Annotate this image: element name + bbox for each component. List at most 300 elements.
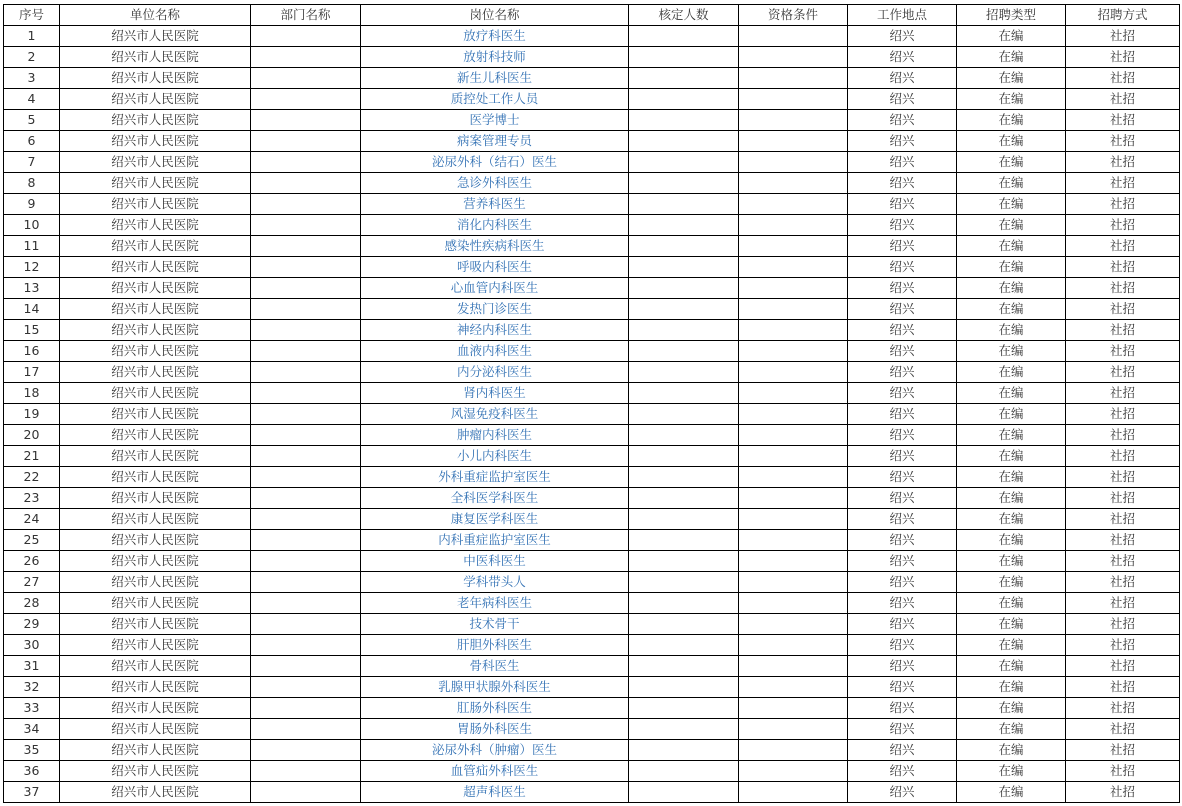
position-link[interactable]: 技术骨干: [361, 614, 629, 635]
header-qualifications: 资格条件: [739, 5, 848, 26]
department-cell: [251, 383, 361, 404]
table-row: [4, 26, 1180, 47]
department-cell: [251, 719, 361, 740]
approved-count-cell: [629, 47, 739, 68]
qualifications-cell: [739, 572, 848, 593]
table-header-row: [4, 5, 1180, 26]
table-row: [4, 782, 1180, 803]
department-cell: [251, 446, 361, 467]
department-cell: [251, 425, 361, 446]
serial-cell: 25: [4, 530, 60, 551]
recruit-method-cell: 社招: [1066, 26, 1180, 47]
department-cell: [251, 782, 361, 803]
qualifications-cell: [739, 383, 848, 404]
recruit-method-cell: 社招: [1066, 656, 1180, 677]
unit-name-cell: 绍兴市人民医院: [60, 173, 251, 194]
recruit-type-cell: 在编: [957, 740, 1066, 761]
unit-name-cell: 绍兴市人民医院: [60, 446, 251, 467]
table-row: [4, 761, 1180, 782]
department-cell: [251, 131, 361, 152]
position-link[interactable]: 心血管内科医生: [361, 278, 629, 299]
unit-name-cell: 绍兴市人民医院: [60, 131, 251, 152]
work-location-cell: 绍兴: [848, 194, 957, 215]
approved-count-cell: [629, 698, 739, 719]
qualifications-cell: [739, 362, 848, 383]
recruit-method-cell: 社招: [1066, 425, 1180, 446]
unit-name-cell: 绍兴市人民医院: [60, 509, 251, 530]
recruit-method-cell: 社招: [1066, 782, 1180, 803]
approved-count-cell: [629, 572, 739, 593]
recruit-type-cell: 在编: [957, 488, 1066, 509]
unit-name-cell: 绍兴市人民医院: [60, 299, 251, 320]
work-location-cell: 绍兴: [848, 698, 957, 719]
recruit-type-cell: 在编: [957, 446, 1066, 467]
department-cell: [251, 194, 361, 215]
position-link[interactable]: 老年病科医生: [361, 593, 629, 614]
serial-cell: 6: [4, 131, 60, 152]
serial-cell: 30: [4, 635, 60, 656]
table-row: [4, 89, 1180, 110]
unit-name-cell: 绍兴市人民医院: [60, 257, 251, 278]
recruit-method-cell: 社招: [1066, 131, 1180, 152]
table-row: [4, 341, 1180, 362]
table-row: [4, 68, 1180, 89]
table-row: [4, 740, 1180, 761]
work-location-cell: 绍兴: [848, 593, 957, 614]
department-cell: [251, 47, 361, 68]
work-location-cell: 绍兴: [848, 341, 957, 362]
position-link[interactable]: 内分泌科医生: [361, 362, 629, 383]
position-link[interactable]: 血液内科医生: [361, 341, 629, 362]
work-location-cell: 绍兴: [848, 446, 957, 467]
position-link[interactable]: 超声科医生: [361, 782, 629, 803]
position-link[interactable]: 放射科技师: [361, 47, 629, 68]
recruit-type-cell: 在编: [957, 467, 1066, 488]
recruit-type-cell: 在编: [957, 782, 1066, 803]
approved-count-cell: [629, 383, 739, 404]
serial-cell: 12: [4, 257, 60, 278]
work-location-cell: 绍兴: [848, 152, 957, 173]
qualifications-cell: [739, 593, 848, 614]
work-location-cell: 绍兴: [848, 551, 957, 572]
table-row: [4, 467, 1180, 488]
table-row: [4, 131, 1180, 152]
department-cell: [251, 530, 361, 551]
serial-cell: 28: [4, 593, 60, 614]
approved-count-cell: [629, 782, 739, 803]
position-link[interactable]: 神经内科医生: [361, 320, 629, 341]
header-position-name: 岗位名称: [361, 5, 629, 26]
work-location-cell: 绍兴: [848, 740, 957, 761]
department-cell: [251, 26, 361, 47]
recruit-type-cell: 在编: [957, 320, 1066, 341]
serial-cell: 24: [4, 509, 60, 530]
serial-cell: 26: [4, 551, 60, 572]
table-row: [4, 383, 1180, 404]
qualifications-cell: [739, 677, 848, 698]
recruit-type-cell: 在编: [957, 425, 1066, 446]
recruitment-table: [3, 4, 1180, 803]
qualifications-cell: [739, 635, 848, 656]
qualifications-cell: [739, 740, 848, 761]
position-link[interactable]: 质控处工作人员: [361, 89, 629, 110]
recruit-method-cell: 社招: [1066, 551, 1180, 572]
approved-count-cell: [629, 425, 739, 446]
unit-name-cell: 绍兴市人民医院: [60, 383, 251, 404]
recruit-method-cell: 社招: [1066, 299, 1180, 320]
table-row: [4, 530, 1180, 551]
unit-name-cell: 绍兴市人民医院: [60, 404, 251, 425]
position-link[interactable]: 血管疝外科医生: [361, 761, 629, 782]
department-cell: [251, 404, 361, 425]
work-location-cell: 绍兴: [848, 761, 957, 782]
recruit-type-cell: 在编: [957, 530, 1066, 551]
unit-name-cell: 绍兴市人民医院: [60, 761, 251, 782]
position-link[interactable]: 外科重症监护室医生: [361, 467, 629, 488]
approved-count-cell: [629, 593, 739, 614]
position-link[interactable]: 学科带头人: [361, 572, 629, 593]
approved-count-cell: [629, 614, 739, 635]
department-cell: [251, 593, 361, 614]
qualifications-cell: [739, 68, 848, 89]
serial-cell: 21: [4, 446, 60, 467]
position-link[interactable]: 消化内科医生: [361, 215, 629, 236]
serial-cell: 4: [4, 89, 60, 110]
recruit-method-cell: 社招: [1066, 341, 1180, 362]
table-row: [4, 635, 1180, 656]
serial-cell: 31: [4, 656, 60, 677]
serial-cell: 10: [4, 215, 60, 236]
recruit-method-cell: 社招: [1066, 68, 1180, 89]
approved-count-cell: [629, 26, 739, 47]
department-cell: [251, 341, 361, 362]
serial-cell: 16: [4, 341, 60, 362]
approved-count-cell: [629, 173, 739, 194]
recruit-type-cell: 在编: [957, 404, 1066, 425]
unit-name-cell: 绍兴市人民医院: [60, 467, 251, 488]
department-cell: [251, 152, 361, 173]
department-cell: [251, 509, 361, 530]
approved-count-cell: [629, 509, 739, 530]
approved-count-cell: [629, 404, 739, 425]
table-row: [4, 236, 1180, 257]
qualifications-cell: [739, 446, 848, 467]
serial-cell: 29: [4, 614, 60, 635]
approved-count-cell: [629, 152, 739, 173]
approved-count-cell: [629, 635, 739, 656]
work-location-cell: 绍兴: [848, 299, 957, 320]
unit-name-cell: 绍兴市人民医院: [60, 740, 251, 761]
work-location-cell: 绍兴: [848, 26, 957, 47]
qualifications-cell: [739, 719, 848, 740]
work-location-cell: 绍兴: [848, 572, 957, 593]
position-link[interactable]: 泌尿外科（肿瘤）医生: [361, 740, 629, 761]
work-location-cell: 绍兴: [848, 89, 957, 110]
position-link[interactable]: 急诊外科医生: [361, 173, 629, 194]
position-link[interactable]: 泌尿外科（结石）医生: [361, 152, 629, 173]
recruit-type-cell: 在编: [957, 89, 1066, 110]
position-link[interactable]: 风湿免疫科医生: [361, 404, 629, 425]
position-link[interactable]: 感染性疾病科医生: [361, 236, 629, 257]
unit-name-cell: 绍兴市人民医院: [60, 47, 251, 68]
unit-name-cell: 绍兴市人民医院: [60, 278, 251, 299]
recruit-type-cell: 在编: [957, 677, 1066, 698]
recruit-method-cell: 社招: [1066, 173, 1180, 194]
department-cell: [251, 257, 361, 278]
position-link[interactable]: 全科医学科医生: [361, 488, 629, 509]
position-link[interactable]: 乳腺甲状腺外科医生: [361, 677, 629, 698]
qualifications-cell: [739, 47, 848, 68]
recruit-type-cell: 在编: [957, 131, 1066, 152]
unit-name-cell: 绍兴市人民医院: [60, 110, 251, 131]
recruit-method-cell: 社招: [1066, 488, 1180, 509]
recruit-type-cell: 在编: [957, 110, 1066, 131]
unit-name-cell: 绍兴市人民医院: [60, 68, 251, 89]
header-serial: 序号: [4, 5, 60, 26]
serial-cell: 8: [4, 173, 60, 194]
qualifications-cell: [739, 782, 848, 803]
recruit-type-cell: 在编: [957, 26, 1066, 47]
recruit-method-cell: 社招: [1066, 467, 1180, 488]
qualifications-cell: [739, 467, 848, 488]
qualifications-cell: [739, 194, 848, 215]
department-cell: [251, 173, 361, 194]
work-location-cell: 绍兴: [848, 320, 957, 341]
position-link[interactable]: 放疗科医生: [361, 26, 629, 47]
department-cell: [251, 488, 361, 509]
serial-cell: 27: [4, 572, 60, 593]
qualifications-cell: [739, 509, 848, 530]
unit-name-cell: 绍兴市人民医院: [60, 614, 251, 635]
work-location-cell: 绍兴: [848, 257, 957, 278]
recruit-method-cell: 社招: [1066, 446, 1180, 467]
recruit-method-cell: 社招: [1066, 47, 1180, 68]
qualifications-cell: [739, 278, 848, 299]
recruit-method-cell: 社招: [1066, 194, 1180, 215]
recruit-type-cell: 在编: [957, 68, 1066, 89]
department-cell: [251, 362, 361, 383]
serial-cell: 22: [4, 467, 60, 488]
table-row: [4, 593, 1180, 614]
recruit-type-cell: 在编: [957, 572, 1066, 593]
recruit-method-cell: 社招: [1066, 614, 1180, 635]
recruit-method-cell: 社招: [1066, 698, 1180, 719]
recruit-method-cell: 社招: [1066, 635, 1180, 656]
work-location-cell: 绍兴: [848, 110, 957, 131]
serial-cell: 20: [4, 425, 60, 446]
qualifications-cell: [739, 614, 848, 635]
qualifications-cell: [739, 215, 848, 236]
department-cell: [251, 89, 361, 110]
unit-name-cell: 绍兴市人民医院: [60, 320, 251, 341]
department-cell: [251, 467, 361, 488]
recruit-type-cell: 在编: [957, 257, 1066, 278]
position-link[interactable]: 新生儿科医生: [361, 68, 629, 89]
recruit-method-cell: 社招: [1066, 152, 1180, 173]
unit-name-cell: 绍兴市人民医院: [60, 425, 251, 446]
approved-count-cell: [629, 530, 739, 551]
qualifications-cell: [739, 299, 848, 320]
position-link[interactable]: 医学博士: [361, 110, 629, 131]
work-location-cell: 绍兴: [848, 677, 957, 698]
serial-cell: 19: [4, 404, 60, 425]
approved-count-cell: [629, 215, 739, 236]
position-link[interactable]: 肾内科医生: [361, 383, 629, 404]
position-link[interactable]: 肿瘤内科医生: [361, 425, 629, 446]
work-location-cell: 绍兴: [848, 215, 957, 236]
recruit-type-cell: 在编: [957, 698, 1066, 719]
department-cell: [251, 278, 361, 299]
approved-count-cell: [629, 446, 739, 467]
work-location-cell: 绍兴: [848, 173, 957, 194]
qualifications-cell: [739, 236, 848, 257]
recruit-method-cell: 社招: [1066, 362, 1180, 383]
table-row: [4, 572, 1180, 593]
unit-name-cell: 绍兴市人民医院: [60, 26, 251, 47]
approved-count-cell: [629, 740, 739, 761]
recruit-method-cell: 社招: [1066, 719, 1180, 740]
recruit-method-cell: 社招: [1066, 530, 1180, 551]
approved-count-cell: [629, 278, 739, 299]
qualifications-cell: [739, 656, 848, 677]
approved-count-cell: [629, 299, 739, 320]
serial-cell: 17: [4, 362, 60, 383]
serial-cell: 36: [4, 761, 60, 782]
qualifications-cell: [739, 26, 848, 47]
approved-count-cell: [629, 194, 739, 215]
recruit-type-cell: 在编: [957, 719, 1066, 740]
header-unit-name: 单位名称: [60, 5, 251, 26]
approved-count-cell: [629, 362, 739, 383]
work-location-cell: 绍兴: [848, 782, 957, 803]
position-link[interactable]: 肛肠外科医生: [361, 698, 629, 719]
table-row: [4, 446, 1180, 467]
qualifications-cell: [739, 425, 848, 446]
recruit-method-cell: 社招: [1066, 320, 1180, 341]
work-location-cell: 绍兴: [848, 404, 957, 425]
unit-name-cell: 绍兴市人民医院: [60, 635, 251, 656]
department-cell: [251, 677, 361, 698]
qualifications-cell: [739, 404, 848, 425]
qualifications-cell: [739, 488, 848, 509]
recruit-type-cell: 在编: [957, 614, 1066, 635]
work-location-cell: 绍兴: [848, 530, 957, 551]
recruit-type-cell: 在编: [957, 152, 1066, 173]
table-row: [4, 656, 1180, 677]
unit-name-cell: 绍兴市人民医院: [60, 677, 251, 698]
department-cell: [251, 614, 361, 635]
department-cell: [251, 551, 361, 572]
approved-count-cell: [629, 467, 739, 488]
header-recruit-method: 招聘方式: [1066, 5, 1180, 26]
serial-cell: 35: [4, 740, 60, 761]
position-link[interactable]: 发热门诊医生: [361, 299, 629, 320]
recruit-type-cell: 在编: [957, 173, 1066, 194]
department-cell: [251, 320, 361, 341]
department-cell: [251, 236, 361, 257]
qualifications-cell: [739, 551, 848, 572]
serial-cell: 3: [4, 68, 60, 89]
unit-name-cell: 绍兴市人民医院: [60, 236, 251, 257]
serial-cell: 37: [4, 782, 60, 803]
recruit-method-cell: 社招: [1066, 572, 1180, 593]
unit-name-cell: 绍兴市人民医院: [60, 656, 251, 677]
header-approved-count: 核定人数: [629, 5, 739, 26]
position-link[interactable]: 肝胆外科医生: [361, 635, 629, 656]
work-location-cell: 绍兴: [848, 425, 957, 446]
unit-name-cell: 绍兴市人民医院: [60, 152, 251, 173]
header-department-name: 部门名称: [251, 5, 361, 26]
position-link[interactable]: 骨科医生: [361, 656, 629, 677]
recruit-type-cell: 在编: [957, 383, 1066, 404]
recruit-method-cell: 社招: [1066, 593, 1180, 614]
table-row: [4, 698, 1180, 719]
position-link[interactable]: 胃肠外科医生: [361, 719, 629, 740]
work-location-cell: 绍兴: [848, 278, 957, 299]
work-location-cell: 绍兴: [848, 656, 957, 677]
position-link[interactable]: 病案管理专员: [361, 131, 629, 152]
unit-name-cell: 绍兴市人民医院: [60, 362, 251, 383]
position-link[interactable]: 营养科医生: [361, 194, 629, 215]
recruit-type-cell: 在编: [957, 278, 1066, 299]
unit-name-cell: 绍兴市人民医院: [60, 698, 251, 719]
recruit-method-cell: 社招: [1066, 236, 1180, 257]
approved-count-cell: [629, 236, 739, 257]
work-location-cell: 绍兴: [848, 362, 957, 383]
qualifications-cell: [739, 257, 848, 278]
department-cell: [251, 215, 361, 236]
department-cell: [251, 68, 361, 89]
table-row: [4, 215, 1180, 236]
serial-cell: 23: [4, 488, 60, 509]
serial-cell: 5: [4, 110, 60, 131]
position-link[interactable]: 内科重症监护室医生: [361, 530, 629, 551]
recruit-type-cell: 在编: [957, 236, 1066, 257]
position-link[interactable]: 小儿内科医生: [361, 446, 629, 467]
table-row: [4, 362, 1180, 383]
position-link[interactable]: 呼吸内科医生: [361, 257, 629, 278]
approved-count-cell: [629, 320, 739, 341]
department-cell: [251, 698, 361, 719]
serial-cell: 9: [4, 194, 60, 215]
qualifications-cell: [739, 89, 848, 110]
work-location-cell: 绍兴: [848, 509, 957, 530]
qualifications-cell: [739, 530, 848, 551]
table-row: [4, 425, 1180, 446]
recruit-type-cell: 在编: [957, 551, 1066, 572]
serial-cell: 1: [4, 26, 60, 47]
work-location-cell: 绍兴: [848, 383, 957, 404]
recruit-method-cell: 社招: [1066, 383, 1180, 404]
work-location-cell: 绍兴: [848, 488, 957, 509]
unit-name-cell: 绍兴市人民医院: [60, 194, 251, 215]
recruit-type-cell: 在编: [957, 341, 1066, 362]
approved-count-cell: [629, 761, 739, 782]
recruit-type-cell: 在编: [957, 656, 1066, 677]
table-row: [4, 278, 1180, 299]
qualifications-cell: [739, 131, 848, 152]
table-row: [4, 509, 1180, 530]
department-cell: [251, 572, 361, 593]
position-link[interactable]: 中医科医生: [361, 551, 629, 572]
unit-name-cell: 绍兴市人民医院: [60, 89, 251, 110]
recruit-method-cell: 社招: [1066, 110, 1180, 131]
table-row: [4, 152, 1180, 173]
position-link[interactable]: 康复医学科医生: [361, 509, 629, 530]
qualifications-cell: [739, 320, 848, 341]
work-location-cell: 绍兴: [848, 635, 957, 656]
qualifications-cell: [739, 110, 848, 131]
